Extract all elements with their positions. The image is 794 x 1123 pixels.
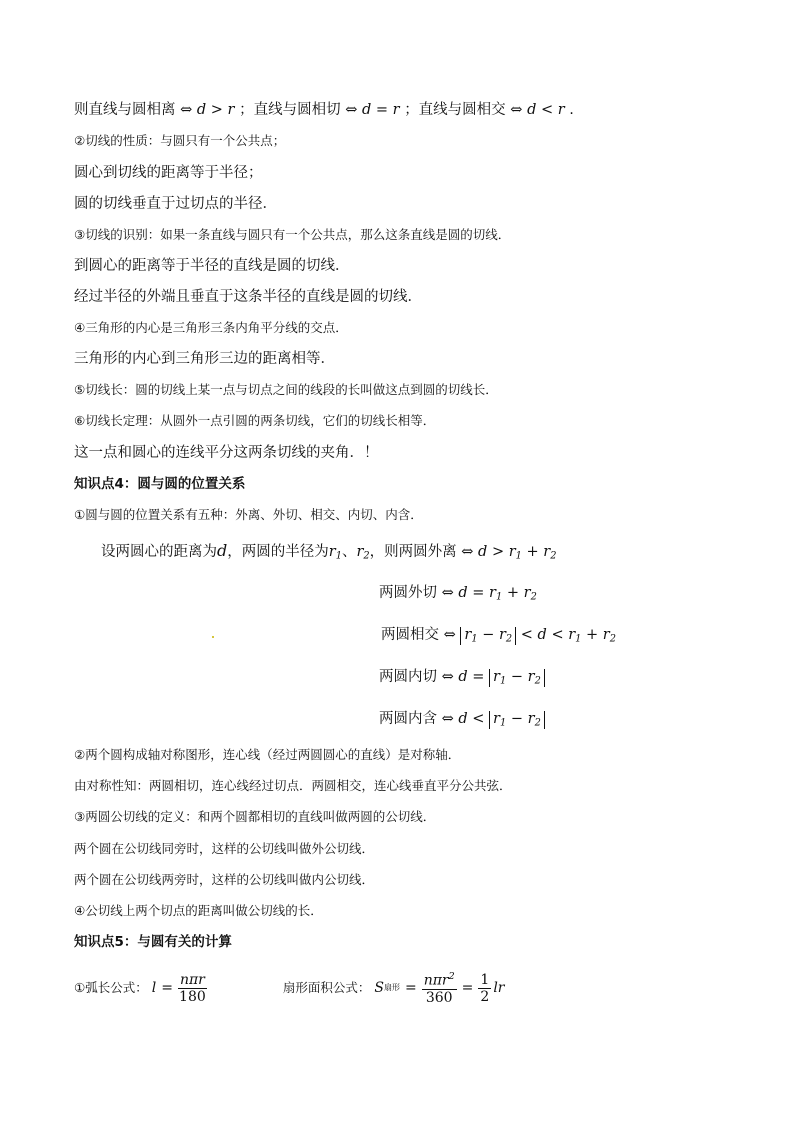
text-xiangjiao: ；直线与圆相交 [404,102,506,118]
axis-symmetry: ②两个圆构成轴对称图形，连心线（经过两圆圆心的直线）是对称轴． [74,747,461,762]
text-xiangli: 则直线与圆相离 [74,102,176,118]
formula-row [74,972,505,1005]
text-xiangqie: ；直线与圆相切 [239,102,341,118]
line-relations: 则直线与圆相离 ⇔ d > r ；直线与圆相切 ⇔ d = r ；直线与圆相交 ⇔ d < r . [74,102,574,118]
heading-kp4: 知识点4：圆与圆的位置关系 [74,476,246,492]
common-tangent-def: ③两圆公切线的定义：和两个圆都相切的直线叫做两圆的公切线． [74,809,436,824]
tangent-property: ②切线的性质：与圆只有一个公共点； [74,133,286,148]
tangent-distance: 圆心到切线的距离等于半径； [74,165,263,181]
circle-relations-five: ①圆与圆的位置关系有五种：外离、外切、相交、内切、内含． [74,507,423,522]
tangent-identify-2: 到圆心的距离等于半径的直线是圆的切线． [74,258,350,274]
frac-half: $\frac{1}{2}$ [480,971,490,1005]
line-distance-radii: 设两圆心的距离为d，两圆的半径为$r_1$、$r_2$，则两圆外离 ⇔ $d > r_1 + r_2$ [101,541,557,562]
formula-neihan: 两圆内含 ⇔ $d < r_1 - r_2$ [379,711,545,729]
tangent-segment-length: ④公切线上两个切点的距离叫做公切线的长． [74,903,323,918]
incenter-def: ④三角形的内心是三角形三条内角平分线的交点． [74,320,348,335]
external-tangent: 两个圆在公切线同旁时，这样的公切线叫做外公切线． [74,841,375,856]
symmetry-consequence: 由对称性知：两圆相切，连心线经过切点．两圆相交，连心线垂直平分公共弦． [74,778,512,793]
formula-neiqie: 两圆内切 ⇔ $d = r_1 - r_2$ [379,669,545,687]
tangent-identify-3: 经过半径的外端且垂直于这条半径的直线是圆的切线． [74,289,422,305]
tangent-perpendicular: 圆的切线垂直于过切点的半径． [74,196,277,212]
arc-length-formula: ①弧长公式： l = $\frac{\text{nπr}}{180}$ [74,971,206,1005]
tangent-length-def: ⑤切线长：圆的切线上某一点与切点之间的线段的长叫做这点到圆的切线长． [74,382,498,397]
tangent-bisect: 这一点和圆心的连线平分这两条切线的夹角．！ [74,445,379,461]
sector-area-formula: 扇形面积公式： S 扇形 = $\frac{n\pi r^2}{360}$ = $\frac{1}{2}$ lr [282,971,505,1006]
internal-tangent: 两个圆在公切线两旁时，这样的公切线叫做内公切线． [74,872,375,887]
stray-dot [212,636,214,638]
heading-kp5: 知识点5：与圆有关的计算 [74,934,232,950]
formula-waiqie: 两圆外切 ⇔ $d = r_1 + r_2$ [379,585,537,603]
tangent-identify: ③切线的识别：如果一条直线与圆只有一个公共点，那么这条直线是圆的切线． [74,227,511,242]
incenter-property: 三角形的内心到三角形三边的距离相等． [74,351,335,367]
frac-sector: $\frac{n\pi r^2}{360}$ [423,971,455,1006]
frac-arc: $\frac{\text{nπr}}{180}$ [179,971,206,1005]
tangent-length-theorem: ⑥切线长定理：从圆外一点引圆的两条切线，它们的切线长相等． [74,413,436,428]
formula-xiangjiao: 两圆相交 ⇔ $r_1 - r_2 < d < r_1 + r_2$ [381,627,616,645]
